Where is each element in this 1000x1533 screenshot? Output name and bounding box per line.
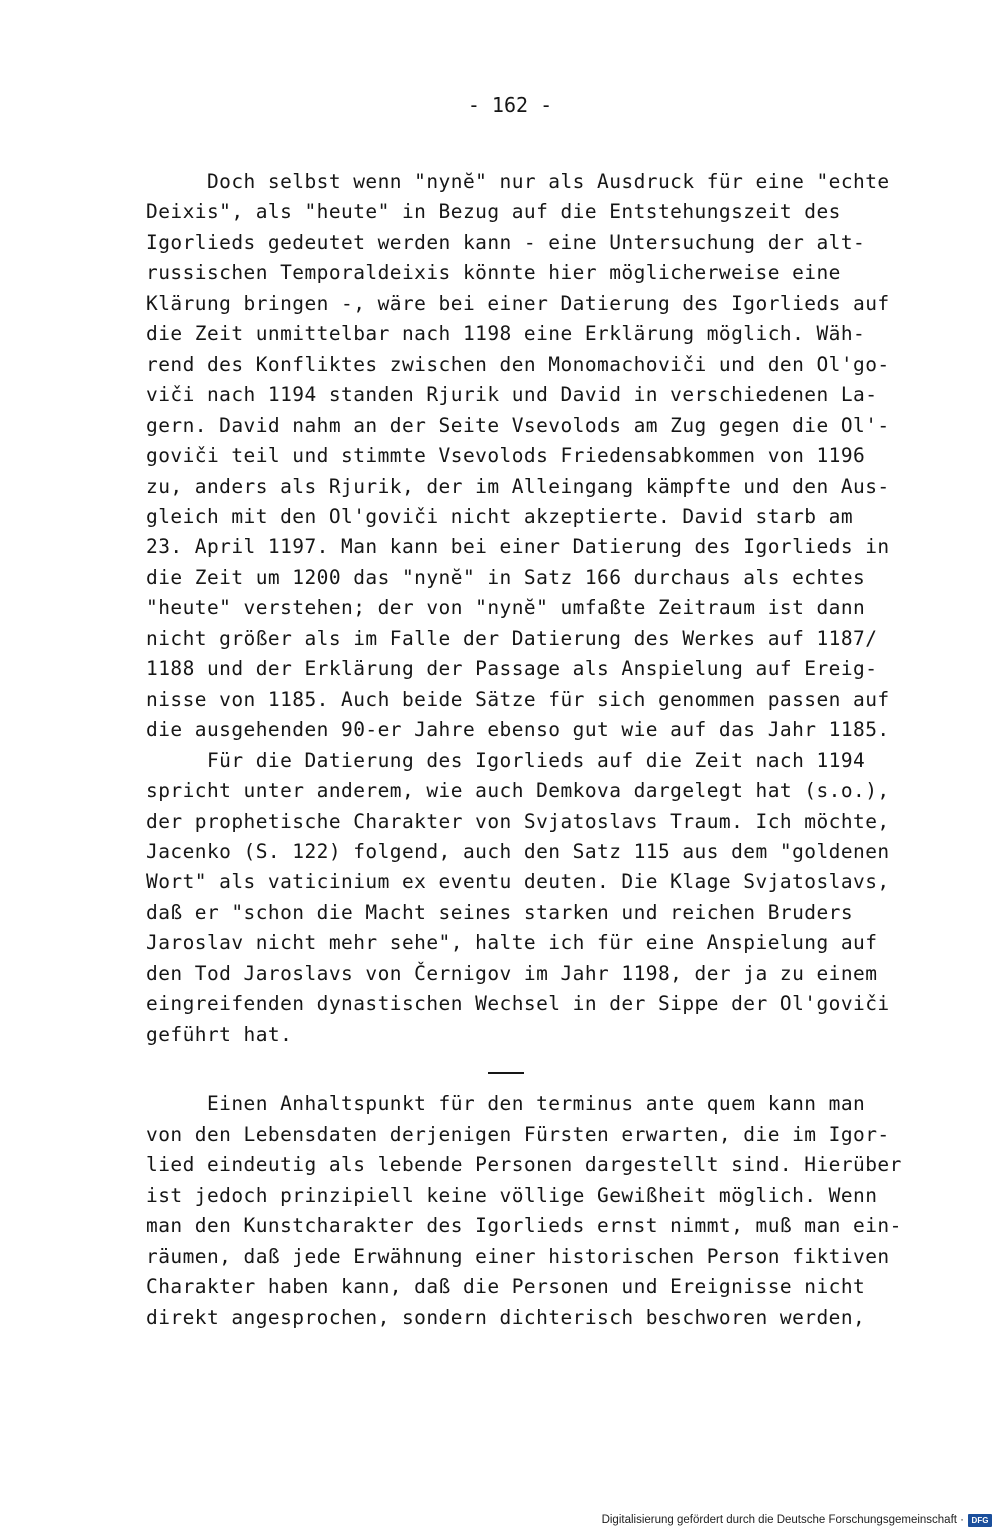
- text-line: Einen Anhaltspunkt für den terminus ante quem kann man: [146, 1092, 866, 1115]
- text-line: zu, anders als Rjurik, der im Alleingang kämpfte und den Aus-: [146, 474, 890, 498]
- text-line: räumen, daß jede Erwähnung einer historischen Person fiktiven: [146, 1244, 890, 1268]
- text-line: lied eindeutig als lebende Personen dargestellt sind. Hierüber: [146, 1153, 902, 1176]
- text-line: Für die Datierung des Igorlieds auf die Zeit nach 1194: [146, 748, 866, 772]
- text-line: Jaroslav nicht mehr sehe", halte ich für eine Anspielung auf: [146, 931, 878, 954]
- footer: [602, 1509, 992, 1531]
- text-line: direkt angesprochen, sondern dichterisch beschworen werden,: [146, 1305, 866, 1329]
- text-line: daß er "schon die Macht seines starken und reichen Bruders: [146, 900, 854, 924]
- text-line: viči nach 1194 standen Rjurik und David in verschiedenen La-: [146, 383, 878, 406]
- text-line: 1188 und der Erklärung der Passage als Anspielung auf Ereig-: [146, 657, 878, 680]
- section-separator: [488, 1072, 524, 1074]
- text-line: den Tod Jaroslavs von Černigov im Jahr 1198, der ja zu einem: [146, 961, 878, 985]
- text-line: die Zeit unmittelbar nach 1198 eine Erklärung möglich. Wäh-: [146, 322, 866, 345]
- text-line: goviči teil und stimmte Vsevolods Friedensabkommen von 1196: [146, 444, 866, 467]
- text-line: Jacenko (S. 122) folgend, auch den Satz 115 aus dem "goldenen: [146, 840, 890, 863]
- text-line: der prophetische Charakter von Svjatoslavs Traum. Ich möchte,: [146, 809, 890, 833]
- text-line: die ausgehenden 90-er Jahre ebenso gut wie auf das Jahr 1185.: [146, 718, 890, 741]
- text-line: Charakter haben kann, daß die Personen und Ereignisse nicht: [146, 1275, 866, 1298]
- text-line: die Zeit um 1200 das "nynĕ" in Satz 166 durchaus als echtes: [146, 565, 866, 589]
- text-line: rend des Konfliktes zwischen den Monomachoviči und den Ol'go-: [146, 352, 890, 376]
- text-line: gern. David nahm an der Seite Vsevolods am Zug gegen die Ol'-: [146, 413, 890, 437]
- dfg-logo: DFG: [968, 1514, 992, 1527]
- footer-text: Digitalisierung gefördert durch die Deutsche Forschungsgemeinschaft ·: [601, 1514, 964, 1526]
- text-line: russischen Temporaldeixis könnte hier möglicherweise eine: [146, 261, 841, 284]
- text-line: "heute" verstehen; der von "nynĕ" umfaßte Zeitraum ist dann: [146, 596, 866, 619]
- text-line: geführt hat.: [146, 1022, 293, 1046]
- text-line: Igorlieds gedeutet werden kann - eine Untersuchung der alt-: [146, 230, 866, 254]
- text-line: eingreifenden dynastischen Wechsel in der Sippe der Ol'goviči: [146, 992, 890, 1015]
- page-number: - 162 -: [467, 93, 553, 117]
- text-line: nicht größer als im Falle der Datierung des Werkes auf 1187/: [146, 626, 878, 650]
- text-line: spricht unter anderem, wie auch Demkova dargelegt hat (s.o.),: [146, 779, 890, 802]
- text-line: Klärung bringen -, wäre bei einer Datierung des Igorlieds auf: [146, 291, 890, 315]
- text-line: gleich mit den Ol'goviči nicht akzeptierte. David starb am: [146, 505, 854, 528]
- text-line: Deixis", als "heute" in Bezug auf die Entstehungszeit des: [146, 200, 841, 223]
- text-line: nisse von 1185. Auch beide Sätze für sich genommen passen auf: [146, 687, 890, 711]
- text-line: ist jedoch prinzipiell keine völlige Gewißheit möglich. Wenn: [146, 1183, 878, 1207]
- text-line: von den Lebensdaten derjenigen Fürsten erwarten, die im Igor-: [146, 1122, 890, 1146]
- text-line: man den Kunstcharakter des Igorlieds ernst nimmt, muß man ein-: [146, 1214, 902, 1237]
- text-line: Wort" als vaticinium ex eventu deuten. Die Klage Svjatoslavs,: [146, 870, 890, 893]
- text-line: Doch selbst wenn "nynĕ" nur als Ausdruck für eine "echte: [146, 170, 890, 193]
- text-line: 23. April 1197. Man kann bei einer Datierung des Igorlieds in: [146, 535, 890, 558]
